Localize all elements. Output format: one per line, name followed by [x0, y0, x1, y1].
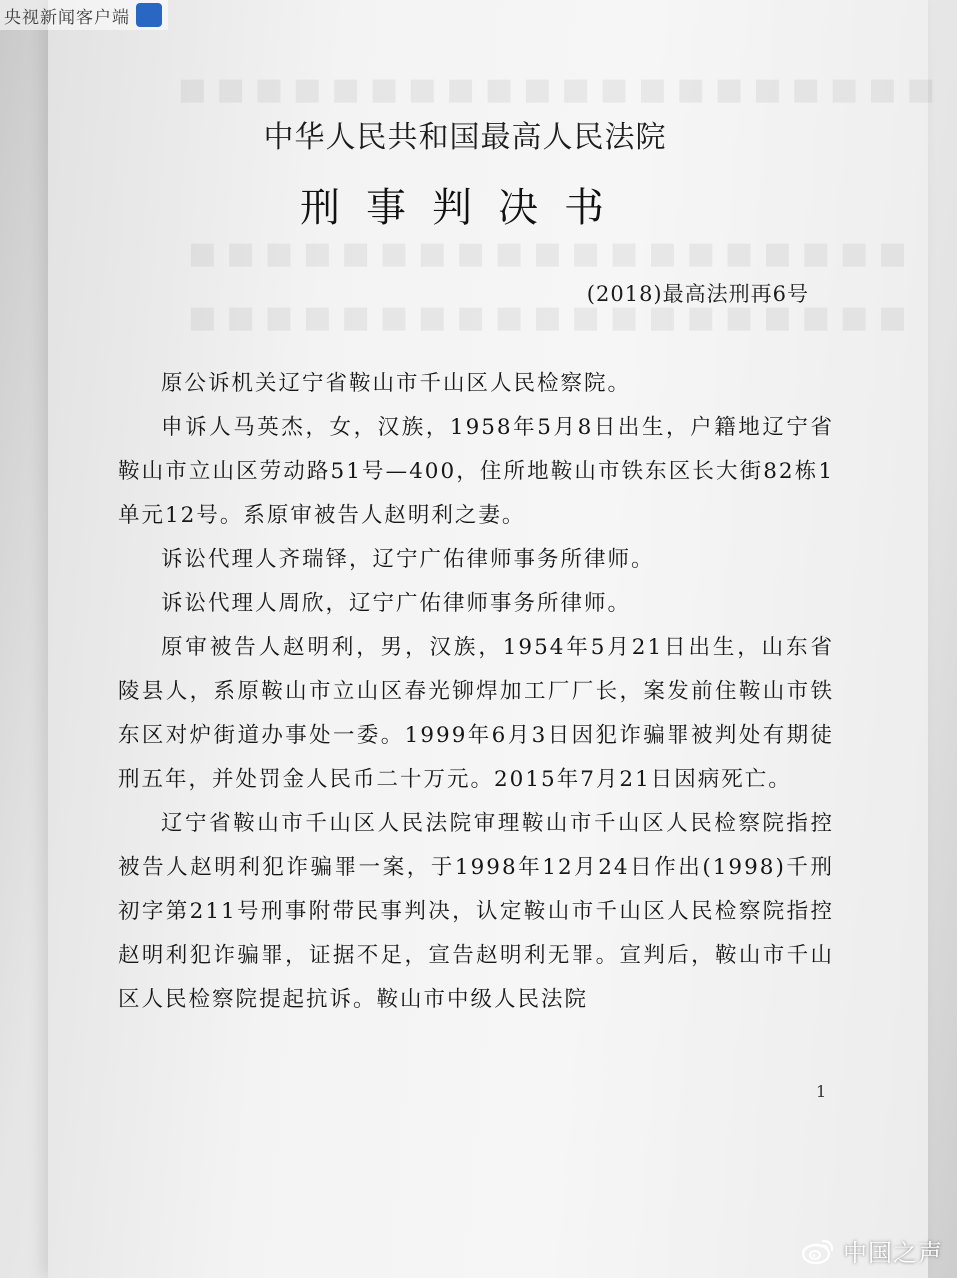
bleed-through-text: ■■■■■■■■■■■■■■■■■■■	[178, 300, 907, 335]
court-name: 中华人民共和国最高人民法院	[263, 120, 667, 155]
watermark-bottom-text: 中国之声	[843, 1239, 943, 1267]
bleed-through-text: ■■■■■■■■■■■■■■■■■■■	[178, 236, 907, 271]
watermark-text: 央视新闻客户端	[4, 7, 130, 28]
judgment-body	[118, 362, 834, 1022]
paragraph-defendant: 原审被告人赵明利，男，汉族，1954年5月21日出生，山东省陵县人，系原鞍山市立山区春光铆焊加工厂厂长，案发前住鞍山市铁东区对炉街道办事处一委。1999年6月3日因犯诈骗罪被判处有期徒刑五年，并处罚金人民币二十万元。2015年7月21日因病死亡。	[118, 635, 834, 792]
voice-of-china-watermark	[801, 1233, 943, 1268]
bleed-through-text: ■■■■■■■■■■■■■■■■■■■■	[168, 72, 935, 107]
case-number: (2018)最高法刑再6号	[586, 282, 809, 306]
paragraph-agent-1: 诉讼代理人齐瑞铎，辽宁广佑律师事务所律师。	[161, 547, 655, 572]
paragraph-case-history: 辽宁省鞍山市千山区人民法院审理鞍山市千山区人民检察院指控被告人赵明利犯诈骗罪一案，于1998年12月24日作出(1998)千刑初字第211号刑事附带民事判决，认定鞍山市千山区人民检察院指控赵明利犯诈骗罪，证据不足，宣告赵明利无罪。宣判后，鞍山市千山区人民检察院提起抗诉。鞍山市中级人民法院	[118, 811, 834, 1012]
cctv-news-watermark	[0, 0, 168, 30]
cctv-news-logo-icon	[136, 3, 162, 27]
paragraph-appellant: 申诉人马英杰，女，汉族，1958年5月8日出生，户籍地辽宁省鞍山市立山区劳动路51号—400，住所地鞍山市铁东区长大街82栋1单元12号。系原审被告人赵明利之妻。	[118, 415, 834, 528]
paragraph-agent-2: 诉讼代理人周欣，辽宁广佑律师事务所律师。	[161, 591, 632, 616]
weibo-icon	[801, 1237, 835, 1265]
page-number: 1	[816, 1082, 827, 1101]
document-type-title: 刑事判决书	[300, 185, 630, 231]
paragraph-prosecutor: 原公诉机关辽宁省鞍山市千山区人民检察院。	[161, 371, 632, 396]
